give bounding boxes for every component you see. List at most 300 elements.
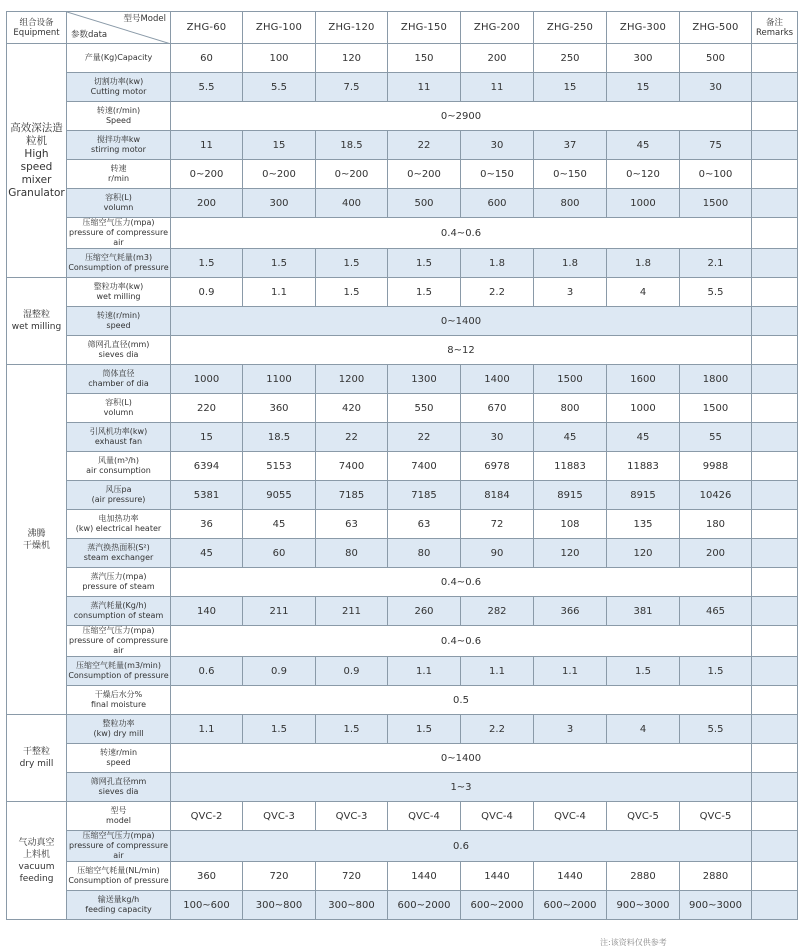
parameter-label-line: chamber of dia [88, 379, 149, 388]
value-cell: 600~2000 [534, 891, 607, 920]
table-row [7, 131, 798, 160]
span-value: 0.4~0.6 [171, 568, 752, 597]
parameter-label-line: 风压pa [105, 485, 132, 494]
table-row [7, 568, 798, 597]
parameter-label [67, 160, 171, 189]
parameter-label-line: volumn [103, 203, 134, 212]
model-header: ZHG-150 [388, 12, 461, 44]
remarks-cell [752, 626, 798, 657]
value-cell: 1400 [461, 365, 534, 394]
value-cell: 45 [607, 423, 680, 452]
value-cell: 1200 [316, 365, 388, 394]
remarks-cell [752, 189, 798, 218]
value-cell: 420 [316, 394, 388, 423]
group-label [7, 278, 67, 365]
remarks-cell [752, 249, 798, 278]
parameter-label-line: 蒸汽耗量(Kg/h) [90, 601, 147, 610]
value-cell: 10426 [680, 481, 752, 510]
remarks-cell [752, 773, 798, 802]
value-cell: 120 [607, 539, 680, 568]
value-cell: 1.5 [171, 249, 243, 278]
value-cell: 4 [607, 715, 680, 744]
value-cell: 1000 [607, 189, 680, 218]
model-header: ZHG-100 [243, 12, 316, 44]
value-cell: 1.5 [316, 249, 388, 278]
value-cell: QVC-4 [388, 802, 461, 831]
value-cell: 15 [243, 131, 316, 160]
remarks-cell [752, 510, 798, 539]
value-cell: 0~200 [243, 160, 316, 189]
group-label-line: 上料机 [22, 849, 50, 860]
parameter-label-line: 转速(r/min) [96, 311, 141, 320]
parameter-label [67, 73, 171, 102]
remarks-cell [752, 365, 798, 394]
value-cell: 135 [607, 510, 680, 539]
value-cell: 300 [607, 44, 680, 73]
value-cell: 0.9 [171, 278, 243, 307]
value-cell: 1600 [607, 365, 680, 394]
value-cell: 63 [388, 510, 461, 539]
remarks-cell [752, 831, 798, 862]
value-cell: QVC-4 [461, 802, 534, 831]
value-cell: 75 [680, 131, 752, 160]
remarks-cell [752, 891, 798, 920]
equipment-header: 组合设备 Equipment [7, 12, 67, 44]
value-cell: 7.5 [316, 73, 388, 102]
parameter-label-line: feeding capacity [85, 905, 152, 914]
parameter-label [67, 365, 171, 394]
value-cell: 22 [388, 131, 461, 160]
value-cell: 108 [534, 510, 607, 539]
remarks-cell [752, 568, 798, 597]
group-label [7, 44, 67, 278]
parameter-label-line: 压缩空气压力(mpa) [82, 626, 155, 635]
parameter-label-line: 转速 [110, 164, 127, 173]
value-cell: 5.5 [680, 278, 752, 307]
parameter-label [67, 657, 171, 686]
value-cell: 100 [243, 44, 316, 73]
value-cell: 9988 [680, 452, 752, 481]
parameter-label-line: speed [106, 758, 131, 767]
value-cell: 381 [607, 597, 680, 626]
group-label-line: Granulator [8, 186, 65, 199]
value-cell: QVC-3 [316, 802, 388, 831]
value-cell: 1.5 [388, 715, 461, 744]
value-cell: 250 [534, 44, 607, 73]
value-cell: 80 [316, 539, 388, 568]
remarks-cell [752, 657, 798, 686]
group-label-line: vacuum feeding [18, 861, 55, 884]
parameter-label [67, 394, 171, 423]
parameter-label [67, 802, 171, 831]
parameter-label-line: 干燥后水分% [94, 690, 143, 699]
value-cell: 2.2 [461, 278, 534, 307]
parameter-label-line: 容积(L) [105, 193, 132, 202]
value-cell: 2880 [680, 862, 752, 891]
parameter-label-line: 产量(Kg)Capacity [84, 53, 153, 62]
value-cell: 0~200 [388, 160, 461, 189]
remarks-cell [752, 452, 798, 481]
value-cell: 1.5 [607, 657, 680, 686]
value-cell: 600~2000 [388, 891, 461, 920]
table-row [7, 481, 798, 510]
parameter-label-line: steam exchanger [83, 553, 154, 562]
model-header: ZHG-500 [680, 12, 752, 44]
parameter-label [67, 773, 171, 802]
value-cell: 1.8 [607, 249, 680, 278]
value-cell: 55 [680, 423, 752, 452]
parameter-label [67, 423, 171, 452]
remarks-cell [752, 307, 798, 336]
table-row [7, 73, 798, 102]
value-cell: 11 [388, 73, 461, 102]
span-value: 8~12 [171, 336, 752, 365]
parameter-label-line: volumn [103, 408, 134, 417]
parameter-label-line: 筒体直径 [102, 369, 135, 378]
group-label-line: mixer [21, 173, 52, 186]
value-cell: 800 [534, 189, 607, 218]
value-cell: 500 [680, 44, 752, 73]
parameter-label-line: exhaust fan [94, 437, 143, 446]
table-row [7, 307, 798, 336]
value-cell: QVC-5 [680, 802, 752, 831]
model-header: ZHG-120 [316, 12, 388, 44]
value-cell: 8915 [534, 481, 607, 510]
value-cell: 1500 [534, 365, 607, 394]
value-cell: 300 [243, 189, 316, 218]
parameter-label-line: Consumption of pressure [68, 263, 169, 272]
parameter-label-line: wet milling [96, 292, 141, 301]
parameter-label [67, 597, 171, 626]
remarks-cell [752, 715, 798, 744]
value-cell: 9055 [243, 481, 316, 510]
table-row [7, 423, 798, 452]
value-cell: 1.5 [243, 715, 316, 744]
header-row [7, 12, 798, 44]
parameter-label-line: 筛网孔直径mm [90, 777, 147, 786]
parameter-label-line: 型号 [110, 806, 127, 815]
table-row [7, 831, 798, 862]
parameter-label-line: 蒸汽换热面积(S²) [87, 543, 150, 552]
remarks-cell [752, 218, 798, 249]
group-label-line: wet milling [11, 322, 62, 332]
table-row [7, 394, 798, 423]
value-cell: QVC-2 [171, 802, 243, 831]
value-cell: 282 [461, 597, 534, 626]
value-cell: 211 [316, 597, 388, 626]
value-cell: 0.9 [243, 657, 316, 686]
value-cell: 200 [171, 189, 243, 218]
table-row [7, 189, 798, 218]
remarks-cell [752, 744, 798, 773]
value-cell: 45 [607, 131, 680, 160]
parameter-label [67, 862, 171, 891]
parameter-label [67, 102, 171, 131]
footer-note: 注:该资料仅供参考 [600, 938, 667, 947]
parameter-label-line: (kw) electrical heater [75, 524, 162, 533]
value-cell: 0~120 [607, 160, 680, 189]
remarks-cell [752, 686, 798, 715]
value-cell: 5.5 [680, 715, 752, 744]
span-value: 0.4~0.6 [171, 218, 752, 249]
model-header: ZHG-200 [461, 12, 534, 44]
group-label-line: 干燥机 [22, 540, 50, 551]
parameter-label [67, 249, 171, 278]
value-cell: 5.5 [243, 73, 316, 102]
table-row [7, 44, 798, 73]
value-cell: 15 [171, 423, 243, 452]
value-cell: 1.5 [680, 657, 752, 686]
parameter-label [67, 539, 171, 568]
value-cell: 900~3000 [607, 891, 680, 920]
group-label-line: High speed [20, 147, 53, 173]
parameter-label-line: 容积(L) [105, 398, 132, 407]
value-cell: 1000 [171, 365, 243, 394]
value-cell: 4 [607, 278, 680, 307]
value-cell: 0~100 [680, 160, 752, 189]
value-cell: 60 [171, 44, 243, 73]
parameter-label [67, 336, 171, 365]
value-cell: 7185 [388, 481, 461, 510]
value-cell: 36 [171, 510, 243, 539]
parameter-label-line: Cutting motor [90, 87, 147, 96]
parameter-label-line: 筛网孔直径(mm) [87, 340, 150, 349]
value-cell: 45 [171, 539, 243, 568]
value-cell: 60 [243, 539, 316, 568]
parameter-label-line: sieves dia [98, 787, 139, 796]
value-cell: 2.2 [461, 715, 534, 744]
value-cell: 140 [171, 597, 243, 626]
value-cell: 8184 [461, 481, 534, 510]
parameter-label-line: 蒸汽压力(mpa) [90, 572, 147, 581]
span-value: 0.5 [171, 686, 752, 715]
value-cell: 5.5 [171, 73, 243, 102]
parameter-label-line: speed [106, 321, 131, 330]
remarks-cell [752, 131, 798, 160]
parameter-label-line: pressure of compressure air [69, 636, 168, 655]
value-cell: 465 [680, 597, 752, 626]
parameter-label-line: (air pressure) [91, 495, 146, 504]
value-cell: 300~800 [316, 891, 388, 920]
value-cell: 1300 [388, 365, 461, 394]
value-cell: 1800 [680, 365, 752, 394]
group-label [7, 715, 67, 802]
table-row [7, 336, 798, 365]
value-cell: 720 [243, 862, 316, 891]
remarks-header: 备注 Remarks [752, 12, 798, 44]
value-cell: 7400 [388, 452, 461, 481]
remarks-cell [752, 802, 798, 831]
parameter-label [67, 44, 171, 73]
value-cell: 550 [388, 394, 461, 423]
value-cell: 1.5 [388, 278, 461, 307]
value-cell: 6394 [171, 452, 243, 481]
parameter-label [67, 831, 171, 862]
table-row [7, 510, 798, 539]
parameter-label [67, 715, 171, 744]
value-cell: 8915 [607, 481, 680, 510]
value-cell: 1.1 [243, 278, 316, 307]
value-cell: 1.5 [316, 278, 388, 307]
value-cell: 1.1 [461, 657, 534, 686]
value-cell: 3 [534, 715, 607, 744]
value-cell: 18.5 [316, 131, 388, 160]
parameter-label [67, 189, 171, 218]
parameter-label-line: 压缩空气压力(mpa) [82, 218, 155, 227]
group-label-line: 湿整粒 [22, 310, 50, 320]
value-cell: 22 [316, 423, 388, 452]
value-cell: 63 [316, 510, 388, 539]
parameter-label-line: 输送量kg/h [97, 895, 140, 904]
model-header: ZHG-300 [607, 12, 680, 44]
parameter-label [67, 568, 171, 597]
group-label-line: 粒机 [26, 134, 47, 147]
value-cell: 6978 [461, 452, 534, 481]
value-cell: 1.5 [388, 249, 461, 278]
parameter-label-line: (kw) dry mill [93, 729, 144, 738]
value-cell: 80 [388, 539, 461, 568]
value-cell: 37 [534, 131, 607, 160]
table-row [7, 686, 798, 715]
value-cell: 400 [316, 189, 388, 218]
parameter-label-line: pressure of compressure air [69, 228, 168, 247]
remarks-cell [752, 73, 798, 102]
value-cell: 15 [607, 73, 680, 102]
value-cell: 600~2000 [461, 891, 534, 920]
group-label-line: dry mill [19, 759, 54, 769]
span-value: 0.4~0.6 [171, 626, 752, 657]
value-cell: 0.6 [171, 657, 243, 686]
value-cell: 200 [461, 44, 534, 73]
parameter-label-line: Consumption of pressure [68, 671, 169, 680]
table-row [7, 773, 798, 802]
parameter-label-line: 整粒功率 [102, 719, 135, 728]
table-row [7, 715, 798, 744]
group-label-line: 沸腾 [27, 528, 46, 539]
parameter-label-line: Consumption of pressure [68, 876, 169, 885]
table-row [7, 626, 798, 657]
parameter-label-line: pressure of steam [82, 582, 155, 591]
remarks-cell [752, 160, 798, 189]
value-cell: 360 [243, 394, 316, 423]
value-cell: 11 [171, 131, 243, 160]
group-label-line: 气动真空 [18, 837, 55, 848]
value-cell: 2880 [607, 862, 680, 891]
parameter-label [67, 686, 171, 715]
value-cell: 0~150 [461, 160, 534, 189]
value-cell: 22 [388, 423, 461, 452]
value-cell: 1.8 [534, 249, 607, 278]
value-cell: 3 [534, 278, 607, 307]
value-cell: 18.5 [243, 423, 316, 452]
value-cell: 900~3000 [680, 891, 752, 920]
value-cell: QVC-5 [607, 802, 680, 831]
parameter-label-line: sieves dia [98, 350, 139, 359]
parameter-label-line: 整粒功率(kw) [93, 282, 144, 291]
parameter-label-line: r/min [107, 174, 130, 183]
value-cell: 1.8 [461, 249, 534, 278]
value-cell: 1500 [680, 394, 752, 423]
span-value: 0.6 [171, 831, 752, 862]
value-cell: 360 [171, 862, 243, 891]
parameter-label-line: stirring motor [91, 145, 146, 154]
remarks-cell [752, 44, 798, 73]
value-cell: 120 [316, 44, 388, 73]
table-row [7, 365, 798, 394]
parameter-label [67, 307, 171, 336]
remarks-cell [752, 102, 798, 131]
value-cell: 1.1 [171, 715, 243, 744]
value-cell: 0~200 [171, 160, 243, 189]
value-cell: 1.5 [316, 715, 388, 744]
value-cell: 1500 [680, 189, 752, 218]
table-row [7, 539, 798, 568]
value-cell: 0~200 [316, 160, 388, 189]
remarks-cell [752, 862, 798, 891]
value-cell: QVC-3 [243, 802, 316, 831]
value-cell: 1.1 [534, 657, 607, 686]
value-cell: 300~800 [243, 891, 316, 920]
parameter-label-line: 风量(m³/h) [97, 456, 139, 465]
remarks-cell [752, 481, 798, 510]
value-cell: 15 [534, 73, 607, 102]
parameter-label [67, 218, 171, 249]
table-row [7, 452, 798, 481]
parameter-label-line: 转速(r/min) [96, 106, 141, 115]
parameter-label [67, 481, 171, 510]
remarks-cell [752, 278, 798, 307]
parameter-label-line: consumption of steam [73, 611, 164, 620]
parameter-label [67, 626, 171, 657]
span-value: 0~1400 [171, 744, 752, 773]
value-cell: 5381 [171, 481, 243, 510]
value-cell: 260 [388, 597, 461, 626]
group-label-line: 干整粒 [22, 747, 50, 757]
value-cell: 670 [461, 394, 534, 423]
value-cell: 600 [461, 189, 534, 218]
model-header: ZHG-60 [171, 12, 243, 44]
group-label-line: 高效深法造 [10, 121, 63, 134]
remarks-cell [752, 394, 798, 423]
table-row [7, 657, 798, 686]
value-cell: 220 [171, 394, 243, 423]
model-header: ZHG-250 [534, 12, 607, 44]
value-cell: 500 [388, 189, 461, 218]
value-cell: 150 [388, 44, 461, 73]
value-cell: 7185 [316, 481, 388, 510]
parameter-label [67, 891, 171, 920]
value-cell: 1440 [534, 862, 607, 891]
value-cell: 0~150 [534, 160, 607, 189]
value-cell: 1000 [607, 394, 680, 423]
parameter-label-line: 切割功率(kw) [93, 77, 144, 86]
value-cell: 720 [316, 862, 388, 891]
group-label [7, 802, 67, 920]
table-row [7, 862, 798, 891]
remarks-cell [752, 336, 798, 365]
value-cell: 90 [461, 539, 534, 568]
value-cell: QVC-4 [534, 802, 607, 831]
parameter-label-line: 压缩空气耗量(m3/min) [76, 661, 161, 670]
value-cell: 2.1 [680, 249, 752, 278]
value-cell: 5153 [243, 452, 316, 481]
table-row [7, 160, 798, 189]
value-cell: 200 [680, 539, 752, 568]
value-cell: 11 [461, 73, 534, 102]
span-value: 0~1400 [171, 307, 752, 336]
spec-table [6, 11, 798, 920]
table-row [7, 218, 798, 249]
